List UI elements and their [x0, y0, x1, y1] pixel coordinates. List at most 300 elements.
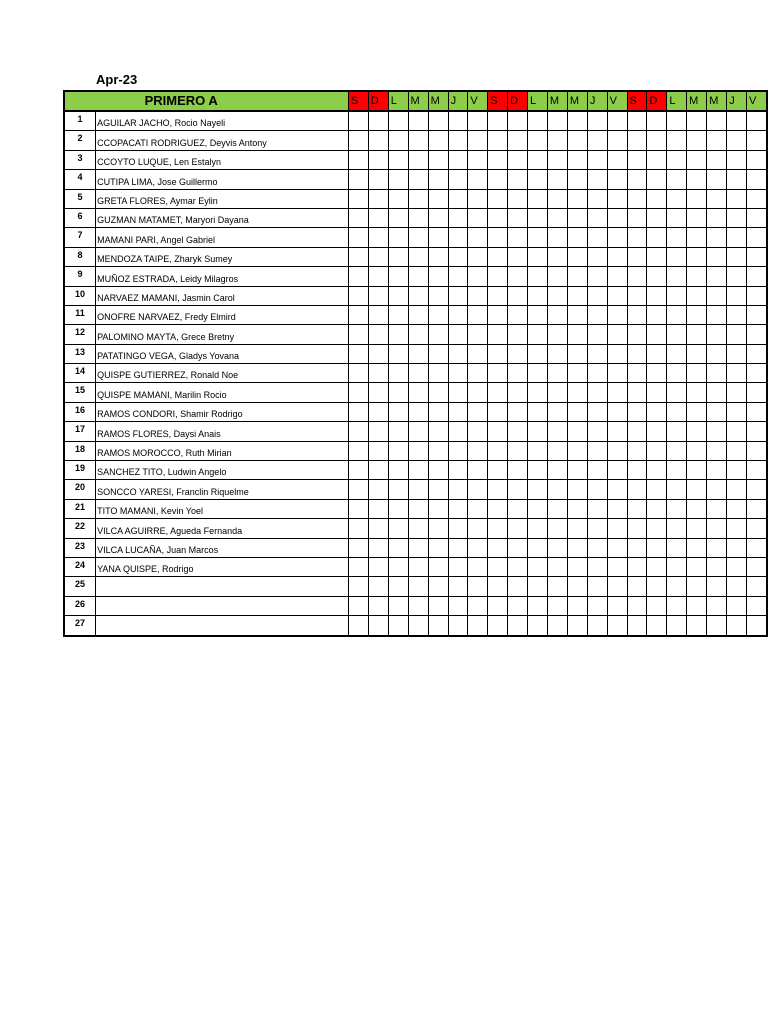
attendance-cell[interactable] [707, 208, 727, 227]
attendance-cell[interactable] [468, 170, 488, 189]
attendance-cell[interactable] [508, 616, 528, 636]
attendance-cell[interactable] [408, 150, 428, 169]
attendance-cell[interactable] [587, 577, 607, 596]
attendance-cell[interactable] [746, 480, 767, 499]
attendance-cell[interactable] [528, 344, 548, 363]
attendance-cell[interactable] [746, 247, 767, 266]
attendance-cell[interactable] [388, 111, 408, 131]
attendance-cell[interactable] [587, 305, 607, 324]
attendance-cell[interactable] [448, 499, 468, 518]
attendance-cell[interactable] [727, 616, 747, 636]
attendance-cell[interactable] [348, 441, 368, 460]
attendance-cell[interactable] [746, 189, 767, 208]
attendance-cell[interactable] [687, 170, 707, 189]
attendance-cell[interactable] [647, 596, 667, 615]
attendance-cell[interactable] [627, 267, 647, 286]
attendance-cell[interactable] [348, 480, 368, 499]
attendance-cell[interactable] [587, 111, 607, 131]
attendance-cell[interactable] [448, 364, 468, 383]
attendance-cell[interactable] [468, 208, 488, 227]
attendance-cell[interactable] [468, 150, 488, 169]
attendance-cell[interactable] [508, 402, 528, 421]
attendance-cell[interactable] [488, 596, 508, 615]
attendance-cell[interactable] [408, 616, 428, 636]
attendance-cell[interactable] [707, 422, 727, 441]
attendance-cell[interactable] [508, 286, 528, 305]
attendance-cell[interactable] [428, 616, 448, 636]
attendance-cell[interactable] [667, 189, 687, 208]
attendance-cell[interactable] [508, 228, 528, 247]
attendance-cell[interactable] [567, 402, 587, 421]
attendance-cell[interactable] [707, 538, 727, 557]
attendance-cell[interactable] [746, 538, 767, 557]
attendance-cell[interactable] [448, 480, 468, 499]
attendance-cell[interactable] [567, 577, 587, 596]
attendance-cell[interactable] [607, 208, 627, 227]
attendance-cell[interactable] [408, 596, 428, 615]
attendance-cell[interactable] [428, 189, 448, 208]
attendance-cell[interactable] [746, 422, 767, 441]
attendance-cell[interactable] [547, 325, 567, 344]
attendance-cell[interactable] [348, 344, 368, 363]
attendance-cell[interactable] [746, 577, 767, 596]
attendance-cell[interactable] [707, 170, 727, 189]
attendance-cell[interactable] [488, 616, 508, 636]
attendance-cell[interactable] [348, 364, 368, 383]
attendance-cell[interactable] [707, 305, 727, 324]
attendance-cell[interactable] [727, 538, 747, 557]
attendance-cell[interactable] [428, 596, 448, 615]
attendance-cell[interactable] [488, 305, 508, 324]
attendance-cell[interactable] [727, 228, 747, 247]
attendance-cell[interactable] [408, 131, 428, 150]
attendance-cell[interactable] [667, 538, 687, 557]
attendance-cell[interactable] [508, 364, 528, 383]
attendance-cell[interactable] [687, 461, 707, 480]
attendance-cell[interactable] [408, 344, 428, 363]
attendance-cell[interactable] [368, 441, 388, 460]
attendance-cell[interactable] [587, 189, 607, 208]
attendance-cell[interactable] [348, 499, 368, 518]
attendance-cell[interactable] [448, 557, 468, 576]
attendance-cell[interactable] [388, 208, 408, 227]
attendance-cell[interactable] [746, 325, 767, 344]
attendance-cell[interactable] [448, 383, 468, 402]
attendance-cell[interactable] [348, 111, 368, 131]
attendance-cell[interactable] [488, 422, 508, 441]
attendance-cell[interactable] [567, 364, 587, 383]
attendance-cell[interactable] [408, 538, 428, 557]
attendance-cell[interactable] [508, 189, 528, 208]
attendance-cell[interactable] [368, 325, 388, 344]
attendance-cell[interactable] [488, 267, 508, 286]
attendance-cell[interactable] [627, 499, 647, 518]
attendance-cell[interactable] [408, 111, 428, 131]
attendance-cell[interactable] [528, 577, 548, 596]
attendance-cell[interactable] [727, 402, 747, 421]
attendance-cell[interactable] [528, 461, 548, 480]
attendance-cell[interactable] [547, 150, 567, 169]
attendance-cell[interactable] [687, 422, 707, 441]
attendance-cell[interactable] [667, 150, 687, 169]
attendance-cell[interactable] [667, 286, 687, 305]
attendance-cell[interactable] [448, 461, 468, 480]
attendance-cell[interactable] [607, 538, 627, 557]
attendance-cell[interactable] [368, 189, 388, 208]
attendance-cell[interactable] [368, 402, 388, 421]
attendance-cell[interactable] [508, 519, 528, 538]
attendance-cell[interactable] [528, 247, 548, 266]
attendance-cell[interactable] [448, 519, 468, 538]
attendance-cell[interactable] [567, 499, 587, 518]
attendance-cell[interactable] [528, 519, 548, 538]
attendance-cell[interactable] [727, 305, 747, 324]
attendance-cell[interactable] [587, 228, 607, 247]
attendance-cell[interactable] [547, 247, 567, 266]
attendance-cell[interactable] [428, 111, 448, 131]
attendance-cell[interactable] [508, 441, 528, 460]
attendance-cell[interactable] [428, 325, 448, 344]
attendance-cell[interactable] [428, 286, 448, 305]
attendance-cell[interactable] [707, 499, 727, 518]
attendance-cell[interactable] [627, 344, 647, 363]
attendance-cell[interactable] [408, 325, 428, 344]
attendance-cell[interactable] [746, 150, 767, 169]
attendance-cell[interactable] [707, 461, 727, 480]
attendance-cell[interactable] [488, 499, 508, 518]
attendance-cell[interactable] [448, 577, 468, 596]
attendance-cell[interactable] [528, 557, 548, 576]
attendance-cell[interactable] [448, 402, 468, 421]
attendance-cell[interactable] [607, 422, 627, 441]
attendance-cell[interactable] [468, 305, 488, 324]
attendance-cell[interactable] [348, 616, 368, 636]
attendance-cell[interactable] [647, 441, 667, 460]
attendance-cell[interactable] [746, 402, 767, 421]
attendance-cell[interactable] [746, 441, 767, 460]
attendance-cell[interactable] [746, 519, 767, 538]
attendance-cell[interactable] [547, 557, 567, 576]
attendance-cell[interactable] [488, 131, 508, 150]
attendance-cell[interactable] [488, 208, 508, 227]
attendance-cell[interactable] [567, 480, 587, 499]
attendance-cell[interactable] [468, 131, 488, 150]
attendance-cell[interactable] [707, 247, 727, 266]
attendance-cell[interactable] [348, 538, 368, 557]
attendance-cell[interactable] [408, 364, 428, 383]
attendance-cell[interactable] [587, 538, 607, 557]
attendance-cell[interactable] [488, 325, 508, 344]
attendance-cell[interactable] [607, 461, 627, 480]
attendance-cell[interactable] [428, 208, 448, 227]
attendance-cell[interactable] [408, 577, 428, 596]
attendance-cell[interactable] [567, 111, 587, 131]
attendance-cell[interactable] [408, 286, 428, 305]
attendance-cell[interactable] [468, 577, 488, 596]
attendance-cell[interactable] [547, 596, 567, 615]
attendance-cell[interactable] [667, 519, 687, 538]
attendance-cell[interactable] [428, 305, 448, 324]
attendance-cell[interactable] [508, 461, 528, 480]
attendance-cell[interactable] [368, 519, 388, 538]
attendance-cell[interactable] [687, 150, 707, 169]
attendance-cell[interactable] [348, 519, 368, 538]
attendance-cell[interactable] [388, 267, 408, 286]
attendance-cell[interactable] [488, 383, 508, 402]
attendance-cell[interactable] [687, 189, 707, 208]
attendance-cell[interactable] [528, 267, 548, 286]
attendance-cell[interactable] [647, 208, 667, 227]
attendance-cell[interactable] [468, 499, 488, 518]
attendance-cell[interactable] [727, 267, 747, 286]
attendance-cell[interactable] [468, 538, 488, 557]
attendance-cell[interactable] [687, 344, 707, 363]
attendance-cell[interactable] [567, 150, 587, 169]
attendance-cell[interactable] [547, 344, 567, 363]
attendance-cell[interactable] [607, 189, 627, 208]
attendance-cell[interactable] [607, 228, 627, 247]
attendance-cell[interactable] [746, 208, 767, 227]
attendance-cell[interactable] [707, 344, 727, 363]
attendance-cell[interactable] [547, 111, 567, 131]
attendance-cell[interactable] [468, 422, 488, 441]
attendance-cell[interactable] [687, 325, 707, 344]
attendance-cell[interactable] [687, 267, 707, 286]
attendance-cell[interactable] [388, 305, 408, 324]
attendance-cell[interactable] [348, 422, 368, 441]
attendance-cell[interactable] [667, 208, 687, 227]
attendance-cell[interactable] [388, 189, 408, 208]
attendance-cell[interactable] [627, 364, 647, 383]
attendance-cell[interactable] [567, 247, 587, 266]
attendance-cell[interactable] [547, 480, 567, 499]
attendance-cell[interactable] [727, 364, 747, 383]
attendance-cell[interactable] [627, 286, 647, 305]
attendance-cell[interactable] [388, 247, 408, 266]
attendance-cell[interactable] [348, 150, 368, 169]
attendance-cell[interactable] [647, 557, 667, 576]
attendance-cell[interactable] [687, 538, 707, 557]
attendance-cell[interactable] [488, 519, 508, 538]
attendance-cell[interactable] [547, 499, 567, 518]
attendance-cell[interactable] [368, 461, 388, 480]
attendance-cell[interactable] [727, 480, 747, 499]
attendance-cell[interactable] [647, 286, 667, 305]
attendance-cell[interactable] [508, 150, 528, 169]
attendance-cell[interactable] [348, 228, 368, 247]
attendance-cell[interactable] [727, 325, 747, 344]
attendance-cell[interactable] [408, 402, 428, 421]
attendance-cell[interactable] [627, 577, 647, 596]
attendance-cell[interactable] [647, 131, 667, 150]
attendance-cell[interactable] [428, 480, 448, 499]
attendance-cell[interactable] [607, 111, 627, 131]
attendance-cell[interactable] [528, 538, 548, 557]
attendance-cell[interactable] [667, 111, 687, 131]
attendance-cell[interactable] [468, 344, 488, 363]
attendance-cell[interactable] [508, 499, 528, 518]
attendance-cell[interactable] [587, 344, 607, 363]
attendance-cell[interactable] [567, 170, 587, 189]
attendance-cell[interactable] [528, 616, 548, 636]
attendance-cell[interactable] [607, 519, 627, 538]
attendance-cell[interactable] [488, 344, 508, 363]
attendance-cell[interactable] [368, 480, 388, 499]
attendance-cell[interactable] [647, 228, 667, 247]
attendance-cell[interactable] [587, 364, 607, 383]
attendance-cell[interactable] [468, 616, 488, 636]
attendance-cell[interactable] [428, 499, 448, 518]
attendance-cell[interactable] [348, 461, 368, 480]
attendance-cell[interactable] [627, 247, 647, 266]
attendance-cell[interactable] [468, 247, 488, 266]
attendance-cell[interactable] [528, 131, 548, 150]
attendance-cell[interactable] [627, 422, 647, 441]
attendance-cell[interactable] [607, 344, 627, 363]
attendance-cell[interactable] [547, 228, 567, 247]
attendance-cell[interactable] [547, 577, 567, 596]
attendance-cell[interactable] [627, 111, 647, 131]
attendance-cell[interactable] [727, 596, 747, 615]
attendance-cell[interactable] [707, 557, 727, 576]
attendance-cell[interactable] [428, 247, 448, 266]
attendance-cell[interactable] [587, 170, 607, 189]
attendance-cell[interactable] [508, 208, 528, 227]
attendance-cell[interactable] [368, 383, 388, 402]
attendance-cell[interactable] [667, 499, 687, 518]
attendance-cell[interactable] [587, 150, 607, 169]
attendance-cell[interactable] [428, 402, 448, 421]
attendance-cell[interactable] [667, 422, 687, 441]
attendance-cell[interactable] [746, 383, 767, 402]
attendance-cell[interactable] [587, 286, 607, 305]
attendance-cell[interactable] [428, 519, 448, 538]
attendance-cell[interactable] [727, 208, 747, 227]
attendance-cell[interactable] [348, 286, 368, 305]
attendance-cell[interactable] [488, 402, 508, 421]
attendance-cell[interactable] [567, 519, 587, 538]
attendance-cell[interactable] [408, 499, 428, 518]
attendance-cell[interactable] [667, 616, 687, 636]
attendance-cell[interactable] [408, 383, 428, 402]
attendance-cell[interactable] [388, 228, 408, 247]
attendance-cell[interactable] [368, 267, 388, 286]
attendance-cell[interactable] [627, 461, 647, 480]
attendance-cell[interactable] [567, 228, 587, 247]
attendance-cell[interactable] [348, 131, 368, 150]
attendance-cell[interactable] [727, 131, 747, 150]
attendance-cell[interactable] [647, 325, 667, 344]
attendance-cell[interactable] [547, 305, 567, 324]
attendance-cell[interactable] [488, 189, 508, 208]
attendance-cell[interactable] [647, 577, 667, 596]
attendance-cell[interactable] [468, 557, 488, 576]
attendance-cell[interactable] [368, 111, 388, 131]
attendance-cell[interactable] [727, 441, 747, 460]
attendance-cell[interactable] [746, 170, 767, 189]
attendance-cell[interactable] [388, 170, 408, 189]
attendance-cell[interactable] [388, 577, 408, 596]
attendance-cell[interactable] [468, 111, 488, 131]
attendance-cell[interactable] [428, 538, 448, 557]
attendance-cell[interactable] [448, 170, 468, 189]
attendance-cell[interactable] [567, 286, 587, 305]
attendance-cell[interactable] [567, 267, 587, 286]
attendance-cell[interactable] [448, 208, 468, 227]
attendance-cell[interactable] [348, 267, 368, 286]
attendance-cell[interactable] [468, 480, 488, 499]
attendance-cell[interactable] [368, 364, 388, 383]
attendance-cell[interactable] [607, 247, 627, 266]
attendance-cell[interactable] [528, 325, 548, 344]
attendance-cell[interactable] [388, 538, 408, 557]
attendance-cell[interactable] [428, 461, 448, 480]
attendance-cell[interactable] [707, 364, 727, 383]
attendance-cell[interactable] [687, 616, 707, 636]
attendance-cell[interactable] [488, 111, 508, 131]
attendance-cell[interactable] [528, 286, 548, 305]
attendance-cell[interactable] [567, 131, 587, 150]
attendance-cell[interactable] [488, 286, 508, 305]
attendance-cell[interactable] [727, 557, 747, 576]
attendance-cell[interactable] [587, 616, 607, 636]
attendance-cell[interactable] [428, 422, 448, 441]
attendance-cell[interactable] [687, 499, 707, 518]
attendance-cell[interactable] [707, 228, 727, 247]
attendance-cell[interactable] [647, 480, 667, 499]
attendance-cell[interactable] [687, 131, 707, 150]
attendance-cell[interactable] [607, 596, 627, 615]
attendance-cell[interactable] [468, 228, 488, 247]
attendance-cell[interactable] [408, 228, 428, 247]
attendance-cell[interactable] [607, 616, 627, 636]
attendance-cell[interactable] [727, 170, 747, 189]
attendance-cell[interactable] [508, 344, 528, 363]
attendance-cell[interactable] [746, 499, 767, 518]
attendance-cell[interactable] [727, 189, 747, 208]
attendance-cell[interactable] [727, 461, 747, 480]
attendance-cell[interactable] [388, 131, 408, 150]
attendance-cell[interactable] [388, 364, 408, 383]
attendance-cell[interactable] [448, 305, 468, 324]
attendance-cell[interactable] [508, 170, 528, 189]
attendance-cell[interactable] [428, 267, 448, 286]
attendance-cell[interactable] [388, 461, 408, 480]
attendance-cell[interactable] [368, 150, 388, 169]
attendance-cell[interactable] [348, 325, 368, 344]
attendance-cell[interactable] [647, 364, 667, 383]
attendance-cell[interactable] [567, 383, 587, 402]
attendance-cell[interactable] [408, 170, 428, 189]
attendance-cell[interactable] [368, 616, 388, 636]
attendance-cell[interactable] [647, 247, 667, 266]
attendance-cell[interactable] [607, 131, 627, 150]
attendance-cell[interactable] [488, 480, 508, 499]
attendance-cell[interactable] [667, 305, 687, 324]
attendance-cell[interactable] [667, 131, 687, 150]
attendance-cell[interactable] [707, 441, 727, 460]
attendance-cell[interactable] [428, 228, 448, 247]
attendance-cell[interactable] [368, 344, 388, 363]
attendance-cell[interactable] [687, 111, 707, 131]
attendance-cell[interactable] [388, 480, 408, 499]
attendance-cell[interactable] [627, 402, 647, 421]
attendance-cell[interactable] [746, 616, 767, 636]
attendance-cell[interactable] [388, 499, 408, 518]
attendance-cell[interactable] [528, 383, 548, 402]
attendance-cell[interactable] [348, 247, 368, 266]
attendance-cell[interactable] [627, 131, 647, 150]
